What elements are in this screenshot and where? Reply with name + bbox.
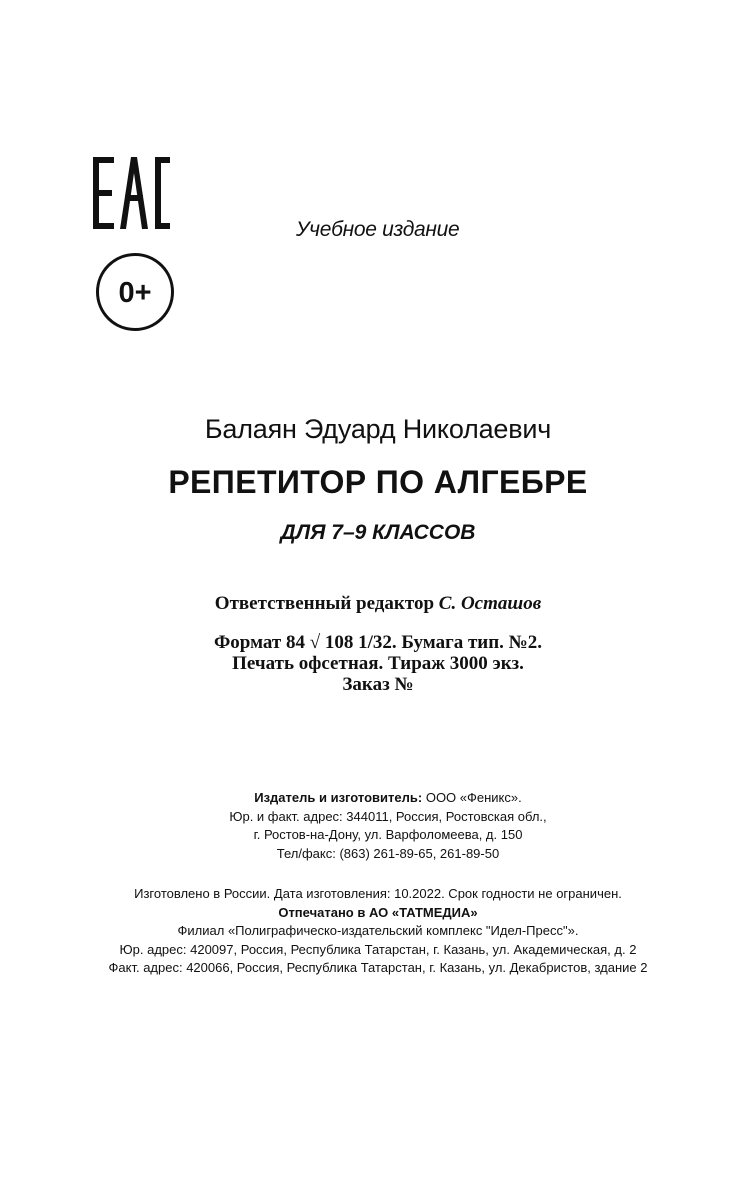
- manufacture-info: Изготовлено в России. Дата изготовления: 10.2022. Срок годности не ограничен.: [134, 886, 622, 901]
- publisher-label: Издатель и изготовитель:: [254, 790, 423, 805]
- editor-label: Ответственный редактор: [214, 593, 435, 614]
- publisher-address-line1: Юр. и факт. адрес: 344011, Россия, Ростовская обл.,: [229, 808, 547, 824]
- editor-credit: [0, 593, 756, 615]
- printer-branch: Филиал «Полиграфическо-издательский комплекс "Идел-Пресс"».: [177, 923, 579, 938]
- printed-at: Отпечатано в АО «ТАТМЕДИА»: [278, 904, 478, 920]
- book-title: РЕПЕТИТОР ПО АЛГЕБРЕ: [168, 464, 588, 500]
- publisher-phone: Тел/факс: (863) 261-89-65, 261-89-50: [276, 845, 500, 861]
- author-name: Балаян Эдуард Николаевич: [204, 414, 552, 444]
- editor-name: С. Осташов: [438, 593, 542, 614]
- edition-type: Учебное издание: [296, 218, 460, 241]
- publisher-line: [10, 789, 756, 808]
- age-rating-badge: [95, 252, 175, 332]
- format-line: Формат 84 √ 108 1/32. Бумага тип. №2.: [213, 632, 543, 653]
- book-subtitle: ДЛЯ 7–9 КЛАССОВ: [280, 521, 476, 544]
- age-rating-circle-icon: [95, 252, 175, 332]
- order-line: Заказ №: [342, 674, 414, 695]
- printing-line: Печать офсетная. Тираж 3000 экз.: [232, 653, 524, 674]
- age-rating-text: 0+: [118, 277, 152, 309]
- printer-actual-address: Факт. адрес: 420066, Россия, Республика Татарстан, г. Казань, ул. Декабристов, здание 2: [108, 960, 648, 975]
- printer-legal-address: Юр. адрес: 420097, Россия, Республика Татарстан, г. Казань, ул. Академическая, д. 2: [119, 941, 637, 957]
- publisher-name: ООО «Феникс».: [422, 790, 522, 805]
- publisher-block: [10, 789, 756, 863]
- eac-conformity-mark: [93, 157, 171, 229]
- printer-block: [0, 885, 756, 978]
- print-format-block: [0, 632, 756, 695]
- publisher-address-line2: г. Ростов-на-Дону, ул. Варфоломеева, д. 150: [253, 827, 523, 842]
